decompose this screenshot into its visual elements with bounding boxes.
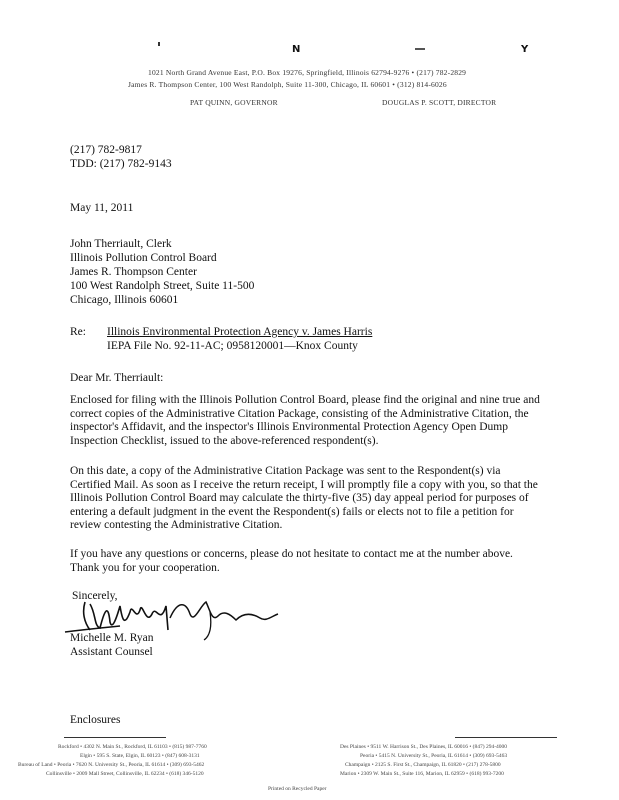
closing: Sincerely, (72, 590, 118, 602)
signer-title: Assistant Counsel (70, 646, 153, 658)
footer-recycled: Printed on Recycled Paper (268, 786, 327, 792)
salutation: Dear Mr. Therriault: (70, 372, 164, 384)
letterhead-address-2: James R. Thompson Center, 100 West Randolph, Suite 11-300, Chicago, IL 60601 • (312) 814-6026 (128, 80, 447, 89)
footer-right-3: Champaign • 2125 S. First St., Champaign, IL 61820 • (217) 278-5800 (345, 762, 501, 768)
paragraph-3: If you have any questions or concerns, please do not hesitate to contact me at the number above. Thank you for your cooperation. (70, 548, 513, 574)
re-case: Illinois Environmental Protection Agency v. James Harris (107, 326, 373, 338)
recipient-name: John Therriault, Clerk (70, 238, 172, 250)
footer-right-4: Marion • 2309 W. Main St., Suite 116, Marion, IL 62959 • (618) 993-7200 (340, 771, 504, 777)
footer-rule-left (64, 737, 166, 738)
letterhead-director: DOUGLAS P. SCOTT, DIRECTOR (382, 98, 497, 107)
footer-left-3: Bureau of Land • Peoria • 7620 N. University St., Peoria, IL 61614 • (309) 693-5462 (18, 762, 205, 768)
paragraph-1: Enclosed for filing with the Illinois Pollution Control Board, please find the original and nine true and correct copies of the Administrative Citation Package, consisting of the Administrative Citation, the inspector's Affidavit, and the inspector's Illinois Environmental Protection Agency Open Dump Inspection Checklist, issued to the above-referenced respondent(s). (70, 394, 540, 447)
footer-right-2: Peoria • 5415 N. University St., Peoria, IL 61614 • (309) 693-5463 (360, 753, 508, 759)
contact-tdd: TDD: (217) 782-9143 (70, 158, 172, 170)
recipient-city: Chicago, Illinois 60601 (70, 294, 179, 306)
signer-name: Michelle M. Ryan (70, 632, 154, 644)
footer-left-1: Rockford • 4302 N. Main St., Rockford, IL 61103 • (815) 987-7760 (58, 744, 207, 750)
letterhead-dash (415, 48, 425, 50)
paragraph-2: On this date, a copy of the Administrative Citation Package was sent to the Respondent(s) via Certified Mail. As soon as I receive the return receipt, I will promptly file a copy with you, so that the Illinois Pollution Control Board may calculate the thirty-five (35) day appeal period for purposes of entering a default judgment in the event the Respondent(s) fails or elects not to file a petition for review contesting the Administrative Citation. (70, 465, 538, 532)
letterhead-governor: PAT QUINN, GOVERNOR (190, 98, 278, 107)
letterhead-mark-n: N (292, 44, 301, 55)
letter-date: May 11, 2011 (70, 202, 134, 214)
letterhead-speck (158, 42, 160, 46)
contact-phone: (217) 782-9817 (70, 144, 142, 156)
footer-rule-right (455, 737, 557, 738)
letterhead-mark-y: Y (521, 44, 529, 55)
enclosures: Enclosures (70, 714, 121, 726)
letterhead-address-1: 1021 North Grand Avenue East, P.O. Box 19276, Springfield, Illinois 62794-9276 • (217) 782-2829 (148, 68, 467, 77)
recipient-building: James R. Thompson Center (70, 266, 197, 278)
re-file: IEPA File No. 92-11-AC; 0958120001—Knox County (107, 340, 358, 352)
recipient-org: Illinois Pollution Control Board (70, 252, 217, 264)
footer-left-2: Elgin • 595 S. State, Elgin, IL 60123 • (847) 608-3131 (80, 753, 200, 759)
re-label: Re: (70, 326, 86, 338)
recipient-street: 100 West Randolph Street, Suite 11-500 (70, 280, 255, 292)
footer-left-4: Collinsville • 2009 Mall Street, Collinsville, IL 62234 • (618) 346-5120 (46, 771, 204, 777)
footer-right-1: Des Plaines • 9511 W. Harrison St., Des Plaines, IL 60016 • (847) 294-4000 (340, 744, 508, 750)
